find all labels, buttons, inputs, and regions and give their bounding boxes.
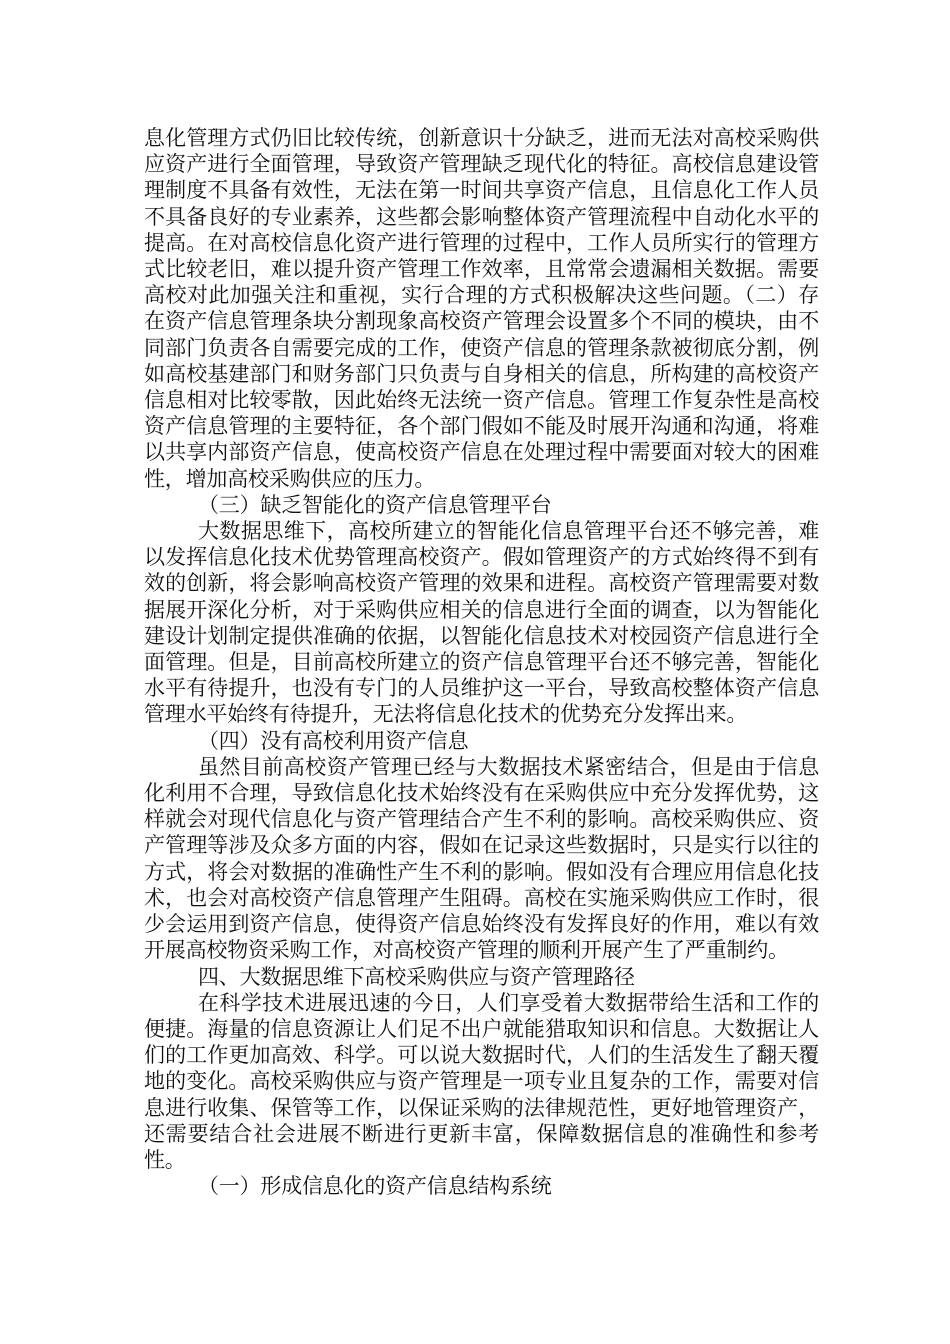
body-paragraph: 在科学技术进展迅速的今日，人们享受着大数据带给生活和工作的便捷。海量的信息资源让人们足不出户就能猎取知识和信息。大数据让人们的工作更加高效、科学。可以说大数据时代，人们的生活发生了翻天覆地的变化。高校采购供应与资产管理是一项专业且复杂的工作，需要对信息进行收集、保管等工作，以保证采购的法律规范性，更好地管理资产，还需要结合社会进展不断进行更新丰富，保障数据信息的准确性和参考性。	[144, 990, 819, 1172]
document-page	[144, 125, 819, 1199]
section-heading: （一）形成信息化的资产信息结构系统	[198, 1174, 552, 1199]
section-heading: （三）缺乏智能化的资产信息管理平台	[198, 492, 552, 517]
body-paragraph: 大数据思维下，高校所建立的智能化信息管理平台还不够完善，难以发挥信息化技术优势管理高校资产。假如管理资产的方式始终得不到有效的创新，将会影响高校资产管理的效果和进程。高校资产管理需要对数据展开深化分析，对于采购供应相关的信息进行全面的调查，以为智能化建设计划制定提供准确的依据，以智能化信息技术对校园资产信息进行全面管理。但是，目前高校所建立的资产信息管理平台还不够完善，智能化水平有待提升，也没有专门的人员维护这一平台，导致高校整体资产信息管理水平始终有待提升，无法将信息化技术的优势充分发挥出来。	[144, 519, 819, 727]
body-paragraph: 虽然目前高校资产管理已经与大数据技术紧密结合，但是由于信息化利用不合理，导致信息化技术始终没有在采购供应中充分发挥优势，这样就会对现代信息化与资产管理结合产生不利的影响。高校采购供应、资产管理等涉及众多方面的内容，假如在记录这些数据时，只是实行以往的方式，将会对数据的准确性产生不利的影响。假如没有合理应用信息化技术，也会对高校资产信息管理产生阻碍。高校在实施采购供应工作时，很少会运用到资产信息，使得资产信息始终没有发挥良好的作用，难以有效开展高校物资采购工作，对高校资产管理的顺利开展产生了严重制约。	[144, 754, 819, 963]
body-paragraph: 息化管理方式仍旧比较传统，创新意识十分缺乏，进而无法对高校采购供应资产进行全面管理，导致资产管理缺乏现代化的特征。高校信息建设管理制度不具备有效性，无法在第一时间共享资产信息，且信息化工作人员不具备良好的专业素养，这些都会影响整体资产管理流程中自动化水平的提高。在对高校信息化资产进行管理的过程中，工作人员所实行的管理方式比较老旧，难以提升资产管理工作效率，且常常会遗漏相关数据。需要高校对此加强关注和重视，实行合理的方式积极解决这些问题。（二）存在资产信息管理条块分割现象高校资产管理会设置多个不同的模块，由不同部门负责各自需要完成的工作，使资产信息的管理条款被彻底分割，例如高校基建部门和财务部门只负责与自身相关的信息，所构建的高校资产信息相对比较零散，因此始终无法统一资产信息。管理工作复杂性是高校资产信息管理的主要特征，各个部门假如不能及时展开沟通和沟通，将难以共享内部资产信息，使高校资产信息在处理过程中需要面对较大的困难性，增加高校采购供应的压力。	[144, 126, 819, 491]
section-heading: （四）没有高校利用资产信息	[198, 728, 469, 753]
section-heading: 四、大数据思维下高校采购供应与资产管理路径	[198, 964, 635, 989]
